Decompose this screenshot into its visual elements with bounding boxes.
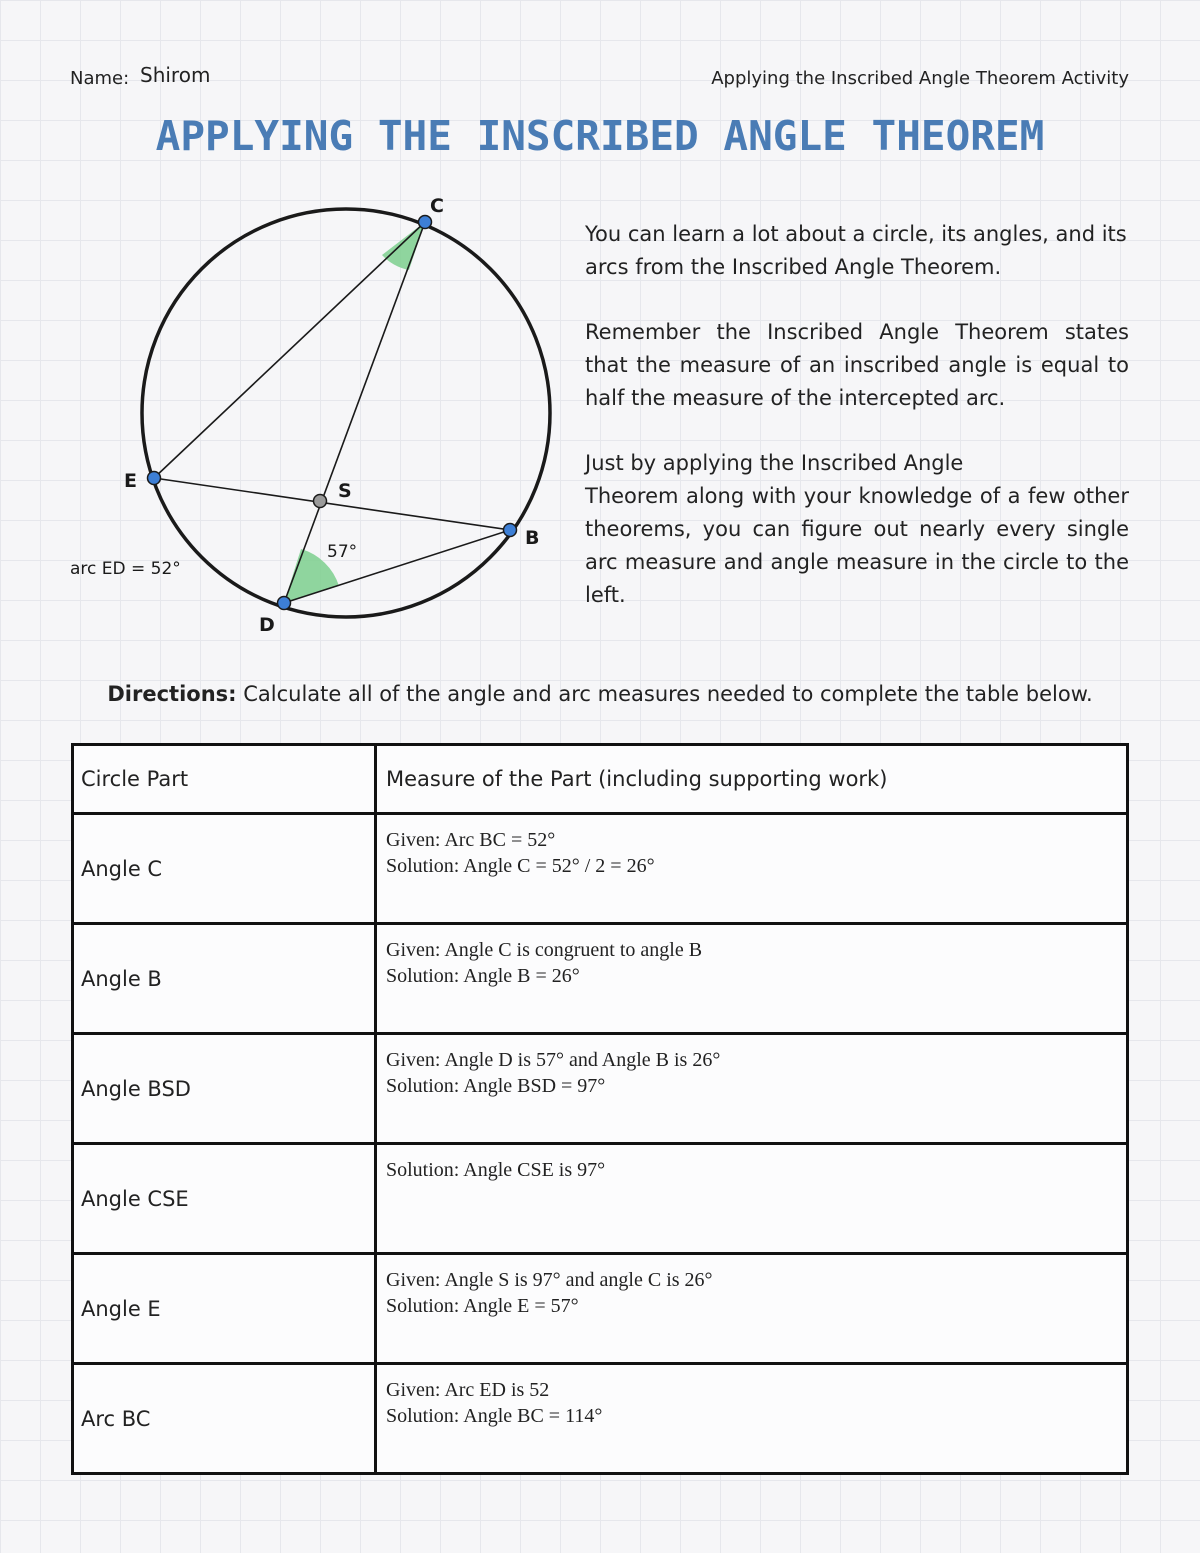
row-part: Angle B xyxy=(73,924,376,1034)
directions-text: Calculate all of the angle and arc measures needed to complete the table below. xyxy=(236,682,1093,706)
table-row xyxy=(73,1144,1128,1254)
row-work-line2: Solution: Angle C = 52° / 2 = 26° xyxy=(386,855,655,877)
row-work-cell[interactable] xyxy=(376,1364,1128,1474)
row-work-cell[interactable] xyxy=(376,1034,1128,1144)
intro-paragraph-2 xyxy=(585,316,1129,415)
point-d xyxy=(278,597,291,610)
activity-header: Applying the Inscribed Angle Theorem Activity xyxy=(711,68,1129,89)
intro-paragraph-3 xyxy=(585,447,1129,612)
label-d: D xyxy=(259,614,275,636)
page-title: APPLYING THE INSCRIBED ANGLE THEOREM xyxy=(155,112,1045,160)
row-work-line1: Given: Arc BC = 52° xyxy=(386,829,556,851)
row-work-line1: Given: Arc ED is 52 xyxy=(386,1379,550,1401)
header-measure: Measure of the Part (including supporting work) xyxy=(376,745,1128,814)
directions xyxy=(0,682,1200,706)
table-row xyxy=(73,1034,1128,1144)
label-e: E xyxy=(124,470,137,492)
row-work-cell[interactable] xyxy=(376,1144,1128,1254)
table-row xyxy=(73,924,1128,1034)
circle-diagram xyxy=(60,185,580,645)
table-header-row xyxy=(73,745,1128,814)
chord-ce xyxy=(154,222,425,478)
chord-eb xyxy=(154,478,510,530)
row-work-line2: Solution: Angle BSD = 97° xyxy=(386,1075,606,1097)
row-work-line2: Solution: Angle E = 57° xyxy=(386,1295,579,1317)
row-part: Arc BC xyxy=(73,1364,376,1474)
intro-paragraph-3-line1: Just by applying the Inscribed Angle xyxy=(585,451,964,475)
row-work-line1: Solution: Angle CSE is 97° xyxy=(386,1159,606,1181)
point-s xyxy=(314,495,327,508)
point-e xyxy=(148,472,161,485)
row-work-line2: Solution: Angle B = 26° xyxy=(386,965,580,987)
table-row xyxy=(73,1364,1128,1474)
row-work-line1: Given: Angle S is 97° and angle C is 26° xyxy=(386,1269,713,1291)
intro-text xyxy=(585,218,1129,644)
arc-ed-label: arc ED = 52° xyxy=(70,559,181,579)
header-circle-part: Circle Part xyxy=(73,745,376,814)
row-work-cell[interactable] xyxy=(376,924,1128,1034)
label-c: C xyxy=(430,195,444,217)
point-b xyxy=(504,524,517,537)
row-part: Angle C xyxy=(73,814,376,924)
angle-c-wedge xyxy=(382,222,425,270)
row-part: Angle BSD xyxy=(73,1034,376,1144)
point-c xyxy=(419,216,432,229)
table-row xyxy=(73,1254,1128,1364)
measure-table xyxy=(71,743,1129,1475)
name-label: Name: xyxy=(70,68,130,89)
row-work-cell[interactable] xyxy=(376,1254,1128,1364)
row-work-line1: Given: Angle D is 57° and Angle B is 26° xyxy=(386,1049,721,1071)
label-s: S xyxy=(338,480,352,502)
intro-paragraph-1: You can learn a lot about a circle, its angles, and its arcs from the Inscribed Angle Theorem. xyxy=(585,222,1127,279)
intro-paragraph-2-text: Remember the Inscribed Angle Theorem states that the measure of an inscribed angle is equal to half the measure of the intercepted arc. xyxy=(585,320,1129,410)
intro-paragraph-3-rest: Theorem along with your knowledge of a few other theorems, you can figure out nearly every single arc measure and angle measure in the circle to the left. xyxy=(585,484,1129,607)
row-work-line1: Given: Angle C is congruent to angle B xyxy=(386,939,703,961)
directions-label: Directions: xyxy=(107,682,237,706)
table-row xyxy=(73,814,1128,924)
row-part: Angle E xyxy=(73,1254,376,1364)
row-part: Angle CSE xyxy=(73,1144,376,1254)
row-work-line2: Solution: Angle BC = 114° xyxy=(386,1405,603,1427)
angle-57-label: 57° xyxy=(327,542,358,562)
name-value[interactable]: Shirom xyxy=(140,63,211,87)
row-work-cell[interactable] xyxy=(376,814,1128,924)
label-b: B xyxy=(525,527,540,549)
